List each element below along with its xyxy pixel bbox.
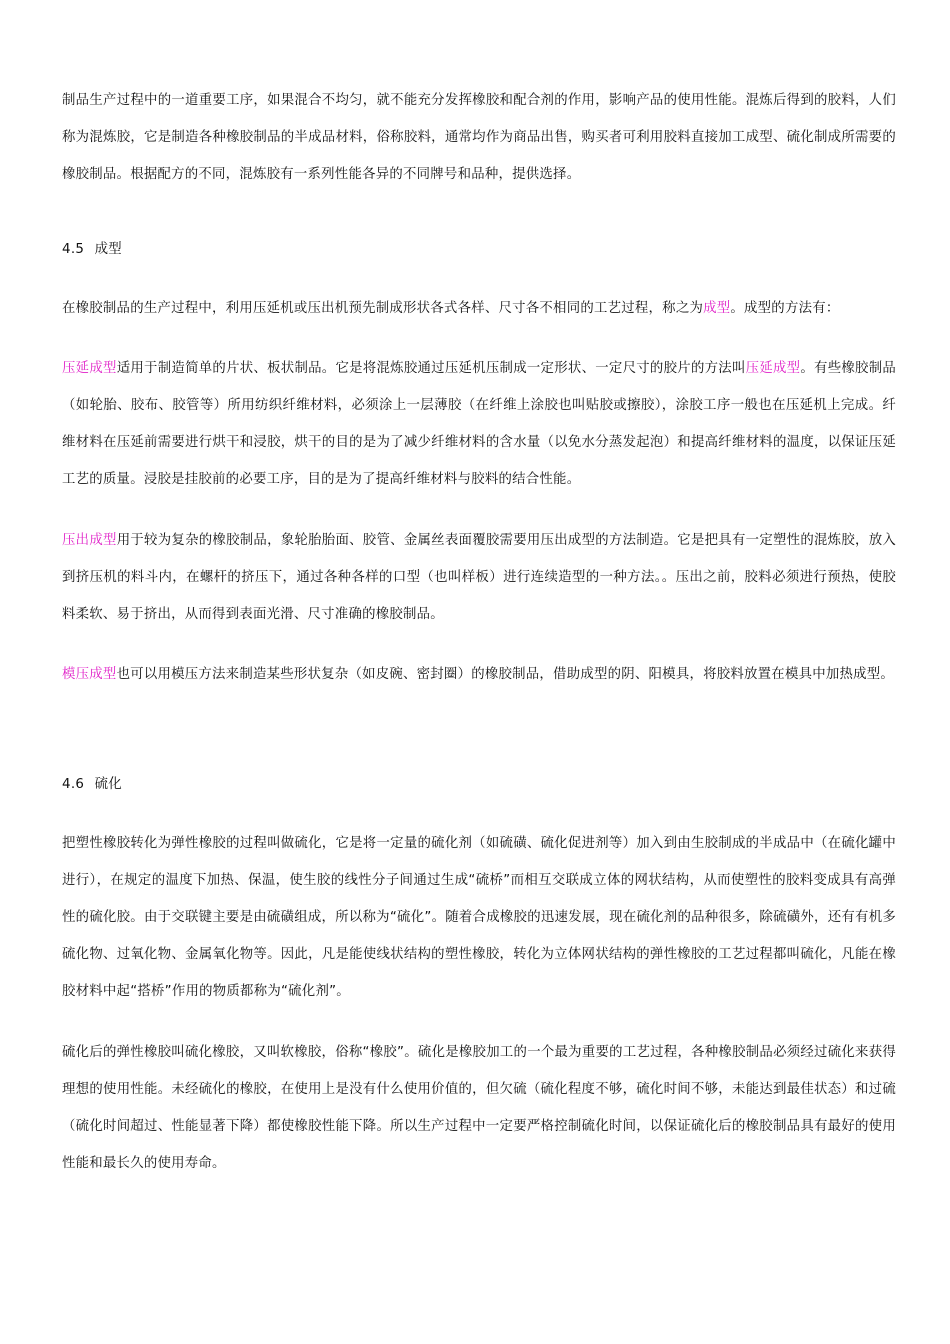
term-calendering: 压延成型 xyxy=(62,361,117,376)
vulcanization-paragraph-2: 硫化后的弹性橡胶叫硫化橡胶，又叫软橡胶，俗称“橡胶”。硫化是橡胶加工的一个最为重要的工艺过程，各种橡胶制品必须经过硫化来获得理想的使用性能。未经硫化的橡胶，在使用上是没有什么使用价值的，但欠硫（硫化程度不够，硫化时间不够，未能达到最佳状态）和过硫（硫化时间超过、性能显著下降）都使橡胶性能下降。所以生产过程中一定要严格控制硫化时间，以保证硫化后的橡胶制品具有最好的使用性能和最长久的使用寿命。 xyxy=(62,1045,896,1171)
section-title: 成型 xyxy=(94,242,122,257)
term-calendering-2: 压延成型 xyxy=(745,361,801,376)
calendering-text-tail: 。有些橡胶制品（如轮胎、胶布、胶管等）所用纺织纤维材料，必须涂上一层薄胶（在纤维上涂胶也叫贴胶或擦胶），涂胶工序一般也在压延机上完成。纤维材料在压延前需要进行烘干和浸胶，烘干的目的是为了减少纤维材料的含水量（以免水分蒸发起泡）和提高纤维材料的温度，以保证压延工艺的质量。浸胶是挂胶前的必要工序，目的是为了提高纤维材料与胶料的结合性能。 xyxy=(62,361,897,487)
section-number: 4.5 xyxy=(62,242,85,257)
section-heading-4-5 xyxy=(62,240,122,260)
forming-intro-text: 在橡胶制品的生产过程中，利用压延机或压出机预先制成形状各式各样、尺寸各不相同的工艺过程，称之为 xyxy=(62,301,704,316)
calendering-paragraph xyxy=(62,350,896,498)
term-molding: 模压成型 xyxy=(62,667,117,682)
vulcanization-paragraph-1: 把塑性橡胶转化为弹性橡胶的过程叫做硫化，它是将一定量的硫化剂（如硫磺、硫化促进剂等）加入到由生胶制成的半成品中（在硫化罐中进行），在规定的温度下加热、保温，使生胶的线性分子间通过生成“硫桥”而相互交联成立体的网状结构，从而使塑性的胶料变成具有高弹性的硫化胶。由于交联键主要是由硫磺组成，所以称为“硫化”。随着合成橡胶的迅速发展，现在硫化剂的品种很多，除硫磺外，还有有机多硫化物、过氧化物、金属氧化物等。因此，凡是能使线状结构的塑性橡胶，转化为立体网状结构的弹性橡胶的工艺过程都叫硫化，凡能在橡胶材料中起“搭桥”作用的物质都称为“硫化剂”。 xyxy=(62,836,896,999)
section-title: 硫化 xyxy=(94,777,122,792)
term-forming: 成型 xyxy=(703,301,731,316)
term-extrusion: 压出成型 xyxy=(62,533,117,548)
extrusion-paragraph xyxy=(62,522,896,633)
molding-paragraph xyxy=(62,656,896,693)
extrusion-text: 用于较为复杂的橡胶制品，象轮胎胎面、胶管、金属丝表面覆胶需要用压出成型的方法制造。它是把具有一定塑性的混炼胶，放入到挤压机的料斗内，在螺杆的挤压下，通过各种各样的口型（也叫样板）进行连续造型的一种方法。。压出之前，胶料必须进行预热，使胶料柔软、易于挤出，从而得到表面光滑、尺寸准确的橡胶制品。 xyxy=(62,533,897,622)
section-heading-4-6 xyxy=(62,775,122,795)
intro-paragraph: 制品生产过程中的一道重要工序，如果混合不均匀，就不能充分发挥橡胶和配合剂的作用，影响产品的使用性能。混炼后得到的胶料，人们称为混炼胶，它是制造各种橡胶制品的半成品材料，俗称胶料，通常均作为商品出售，购买者可利用胶料直接加工成型、硫化制成所需要的橡胶制品。根据配方的不同，混炼胶有一系列性能各异的不同牌号和品种，提供选择。 xyxy=(62,93,896,182)
molding-text: 也可以用模压方法来制造某些形状复杂（如皮碗、密封圈）的橡胶制品，借助成型的阴、阳模具，将胶料放置在模具中加热成型。 xyxy=(116,667,895,682)
calendering-text: 适用于制造简单的片状、板状制品。它是将混炼胶通过压延机压制成一定形状、一定尺寸的胶片的方法叫 xyxy=(116,361,746,376)
section-number: 4.6 xyxy=(62,777,85,792)
forming-intro-paragraph xyxy=(62,290,896,327)
forming-intro-tail: 。成型的方法有： xyxy=(730,301,840,316)
